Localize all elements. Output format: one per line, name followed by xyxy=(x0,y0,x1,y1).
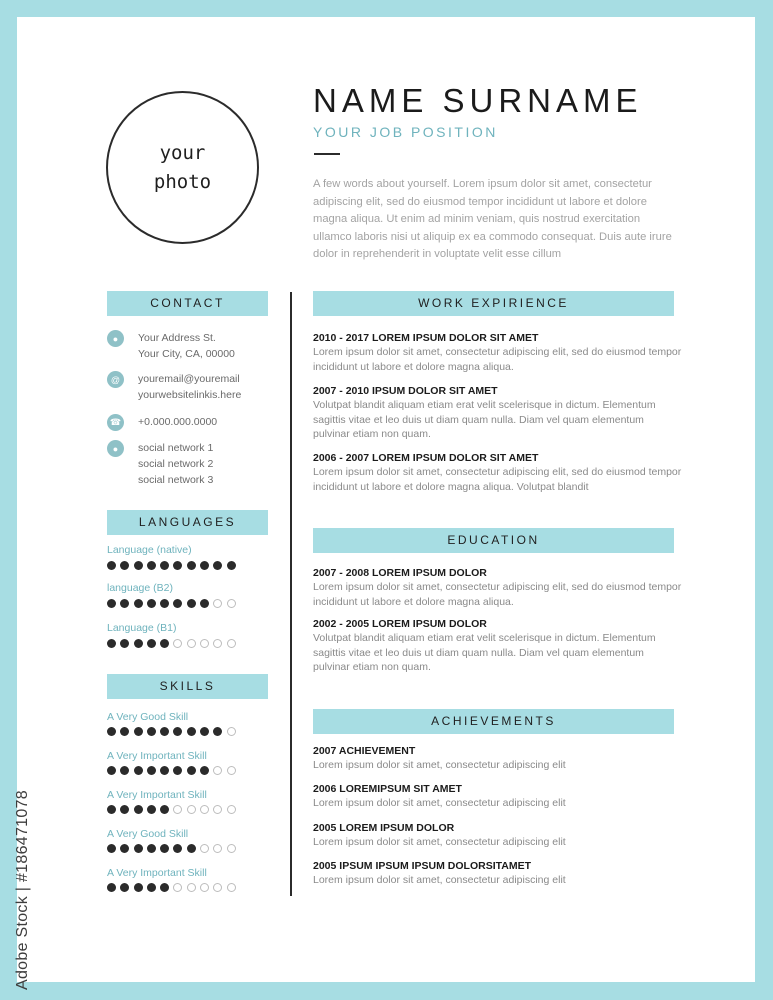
social-2: social network 2 xyxy=(138,458,214,470)
rating-dot-filled xyxy=(120,844,129,853)
rating-dot-filled xyxy=(147,766,156,775)
rating-dot-empty xyxy=(200,805,209,814)
achievement-desc: Lorem ipsum dolor sit amet, consectetur adipiscing elit xyxy=(313,874,566,886)
rating-dot-filled xyxy=(120,883,129,892)
column-divider xyxy=(290,292,292,896)
rating-dot-filled xyxy=(134,844,143,853)
rating-dot-empty xyxy=(213,766,222,775)
rating-dot-filled xyxy=(147,561,156,570)
rating-dot-empty xyxy=(227,805,236,814)
rating-dot-filled xyxy=(173,727,182,736)
achievement-title: 2007 ACHIEVEMENT xyxy=(313,745,416,757)
rating-dot-filled xyxy=(120,561,129,570)
skill-rating xyxy=(107,805,240,814)
language-rating xyxy=(107,599,240,608)
rating-dot-filled xyxy=(187,844,196,853)
work-entry-title: 2006 - 2007 LOREM IPSUM DOLOR SIT AMET xyxy=(313,452,539,464)
rating-dot-empty xyxy=(213,805,222,814)
rating-dot-filled xyxy=(134,766,143,775)
rating-dot-filled xyxy=(187,599,196,608)
address-line2: Your City, CA, 00000 xyxy=(138,348,235,360)
rating-dot-filled xyxy=(160,599,169,608)
language-rating xyxy=(107,639,240,648)
rating-dot-filled xyxy=(173,561,182,570)
education-entry-title: 2002 - 2005 LOREM IPSUM DOLOR xyxy=(313,618,487,630)
work-entry-desc: Lorem ipsum dolor sit amet, consectetur adipiscing elit, sed do eiusmod tempor incididunt ut labore et dolore magna aliqua. Volutpat blandit xyxy=(313,466,682,493)
social-3: social network 3 xyxy=(138,474,214,486)
at-icon: @ xyxy=(107,371,124,388)
rating-dot-filled xyxy=(134,727,143,736)
achievement-title: 2005 LOREM IPSUM DOLOR xyxy=(313,822,455,834)
language-label: language (B2) xyxy=(107,582,173,594)
rating-dot-filled xyxy=(120,766,129,775)
rating-dot-filled xyxy=(187,727,196,736)
rating-dot-filled xyxy=(107,844,116,853)
candidate-name: NAME SURNAME xyxy=(313,82,643,119)
rating-dot-filled xyxy=(134,561,143,570)
education-header: EDUCATION xyxy=(313,528,674,553)
rating-dot-filled xyxy=(134,883,143,892)
rating-dot-filled xyxy=(120,727,129,736)
contact-email xyxy=(107,371,241,403)
social-1: social network 1 xyxy=(138,442,214,454)
rating-dot-filled xyxy=(213,561,222,570)
achievement-desc: Lorem ipsum dolor sit amet, consectetur adipiscing elit xyxy=(313,836,566,848)
rating-dot-filled xyxy=(134,805,143,814)
rating-dot-empty xyxy=(227,844,236,853)
rating-dot-filled xyxy=(160,805,169,814)
rating-dot-filled xyxy=(134,639,143,648)
education-entry xyxy=(313,567,683,609)
rating-dot-empty xyxy=(173,805,182,814)
work-entry xyxy=(313,385,683,442)
rating-dot-filled xyxy=(160,727,169,736)
rating-dot-empty xyxy=(200,844,209,853)
photo-text-line1: your xyxy=(159,141,206,164)
rating-dot-filled xyxy=(160,561,169,570)
rating-dot-filled xyxy=(107,639,116,648)
education-entry xyxy=(313,618,683,675)
skills-header: SKILLS xyxy=(107,674,268,699)
photo-text-line2: photo xyxy=(153,170,212,193)
website-line[interactable]: yourwebsitelinkis.here xyxy=(138,389,242,401)
title-divider xyxy=(314,153,340,155)
rating-dot-filled xyxy=(173,844,182,853)
rating-dot-filled xyxy=(147,727,156,736)
rating-dot-filled xyxy=(200,727,209,736)
rating-dot-filled xyxy=(147,639,156,648)
stock-watermark: Adobe Stock | #186471078 xyxy=(14,790,31,990)
rating-dot-filled xyxy=(200,561,209,570)
skill-rating xyxy=(107,766,240,775)
achievement-entry xyxy=(313,860,683,888)
skill-rating xyxy=(107,844,240,853)
work-entry xyxy=(313,332,683,374)
rating-dot-filled xyxy=(107,766,116,775)
rating-dot-empty xyxy=(187,883,196,892)
rating-dot-empty xyxy=(200,639,209,648)
rating-dot-filled xyxy=(134,599,143,608)
achievement-title: 2005 IPSUM IPSUM IPSUM DOLORSITAMET xyxy=(313,860,532,872)
education-entry-desc: Lorem ipsum dolor sit amet, consectetur adipiscing elit, sed do eiusmod tempor incididunt ut labore et dolore magna aliqua. xyxy=(313,581,682,608)
rating-dot-filled xyxy=(200,599,209,608)
rating-dot-filled xyxy=(160,766,169,775)
rating-dot-empty xyxy=(227,766,236,775)
skill-rating xyxy=(107,727,240,736)
skill-label: A Very Good Skill xyxy=(107,828,189,840)
work-experience-header: WORK EXPIRIENCE xyxy=(313,291,674,316)
rating-dot-filled xyxy=(120,599,129,608)
work-entry-desc: Volutpat blandit aliquam etiam erat velit scelerisque in dictum. Elementum sagittis vitae et leo duis ut diam quam nulla. Diam vel quam elementum pulvinar etiam non quam. xyxy=(313,399,656,440)
rating-dot-empty xyxy=(227,639,236,648)
achievement-entry xyxy=(313,822,683,850)
rating-dot-filled xyxy=(200,766,209,775)
rating-dot-filled xyxy=(213,727,222,736)
job-position: YOUR JOB POSITION xyxy=(313,124,498,140)
work-entry-title: 2007 - 2010 IPSUM DOLOR SIT AMET xyxy=(313,385,498,397)
rating-dot-empty xyxy=(213,639,222,648)
rating-dot-filled xyxy=(147,883,156,892)
rating-dot-filled xyxy=(147,805,156,814)
rating-dot-empty xyxy=(213,599,222,608)
achievement-entry xyxy=(313,783,683,811)
language-label: Language (native) xyxy=(107,544,192,556)
language-label: Language (B1) xyxy=(107,622,177,634)
about-text: A few words about yourself. Lorem ipsum dolor sit amet, consectetur adipiscing elit, sed do eiusmod tempor incididunt ut labore et dolore magna aliqua. Ut enim ad minim veniam, quis nostrud exercitation ullamco laboris nisi ut aliquip ex ea commodo consequat. Duis aute irure dolor in reprehenderit in voluptate velit esse cillum xyxy=(313,178,672,261)
rating-dot-filled xyxy=(107,727,116,736)
contact-phone xyxy=(107,414,217,431)
rating-dot-empty xyxy=(213,844,222,853)
photo-placeholder xyxy=(106,91,259,244)
globe-icon: ● xyxy=(107,440,124,457)
skill-label: A Very Important Skill xyxy=(107,867,207,879)
work-entry-desc: Lorem ipsum dolor sit amet, consectetur adipiscing elit, sed do eiusmod tempor incididunt ut labore et dolore magna aliqua. xyxy=(313,346,682,373)
rating-dot-empty xyxy=(200,883,209,892)
rating-dot-filled xyxy=(147,844,156,853)
rating-dot-empty xyxy=(173,639,182,648)
skill-label: A Very Important Skill xyxy=(107,789,207,801)
education-entry-desc: Volutpat blandit aliquam etiam erat velit scelerisque in dictum. Elementum sagittis vitae et leo duis ut diam quam nulla. Diam vel quam elementum pulvinar etiam non quam. xyxy=(313,632,656,673)
achievements-header: ACHIEVEMENTS xyxy=(313,709,674,734)
skill-label: A Very Good Skill xyxy=(107,711,189,723)
rating-dot-filled xyxy=(107,561,116,570)
contact-address xyxy=(107,330,235,362)
rating-dot-filled xyxy=(187,561,196,570)
phone-number: +0.000.000.0000 xyxy=(138,416,218,428)
rating-dot-empty xyxy=(213,883,222,892)
rating-dot-filled xyxy=(160,844,169,853)
rating-dot-filled xyxy=(160,639,169,648)
achievement-title: 2006 LOREMIPSUM SIT AMET xyxy=(313,783,462,795)
rating-dot-filled xyxy=(227,561,236,570)
rating-dot-empty xyxy=(227,727,236,736)
rating-dot-filled xyxy=(173,766,182,775)
contact-social xyxy=(107,440,213,488)
rating-dot-empty xyxy=(187,639,196,648)
rating-dot-empty xyxy=(187,805,196,814)
rating-dot-filled xyxy=(160,883,169,892)
language-rating xyxy=(107,561,240,570)
rating-dot-filled xyxy=(107,599,116,608)
email-line[interactable]: youremail@youremail xyxy=(138,373,240,385)
skill-label: A Very Important Skill xyxy=(107,750,207,762)
contact-header: CONTACT xyxy=(107,291,268,316)
rating-dot-empty xyxy=(227,883,236,892)
rating-dot-filled xyxy=(173,599,182,608)
rating-dot-empty xyxy=(227,599,236,608)
work-entry xyxy=(313,452,683,494)
location-pin-icon: ● xyxy=(107,330,124,347)
education-entry-title: 2007 - 2008 LOREM IPSUM DOLOR xyxy=(313,567,487,579)
rating-dot-filled xyxy=(107,883,116,892)
address-line1: Your Address St. xyxy=(138,332,216,344)
rating-dot-filled xyxy=(147,599,156,608)
achievement-entry xyxy=(313,745,683,773)
rating-dot-empty xyxy=(173,883,182,892)
rating-dot-filled xyxy=(107,805,116,814)
achievement-desc: Lorem ipsum dolor sit amet, consectetur adipiscing elit xyxy=(313,759,566,771)
rating-dot-filled xyxy=(120,805,129,814)
rating-dot-filled xyxy=(187,766,196,775)
phone-icon: ☎ xyxy=(107,414,124,431)
work-entry-title: 2010 - 2017 LOREM IPSUM DOLOR SIT AMET xyxy=(313,332,539,344)
achievement-desc: Lorem ipsum dolor sit amet, consectetur adipiscing elit xyxy=(313,797,566,809)
rating-dot-filled xyxy=(120,639,129,648)
languages-header: LANGUAGES xyxy=(107,510,268,535)
skill-rating xyxy=(107,883,240,892)
